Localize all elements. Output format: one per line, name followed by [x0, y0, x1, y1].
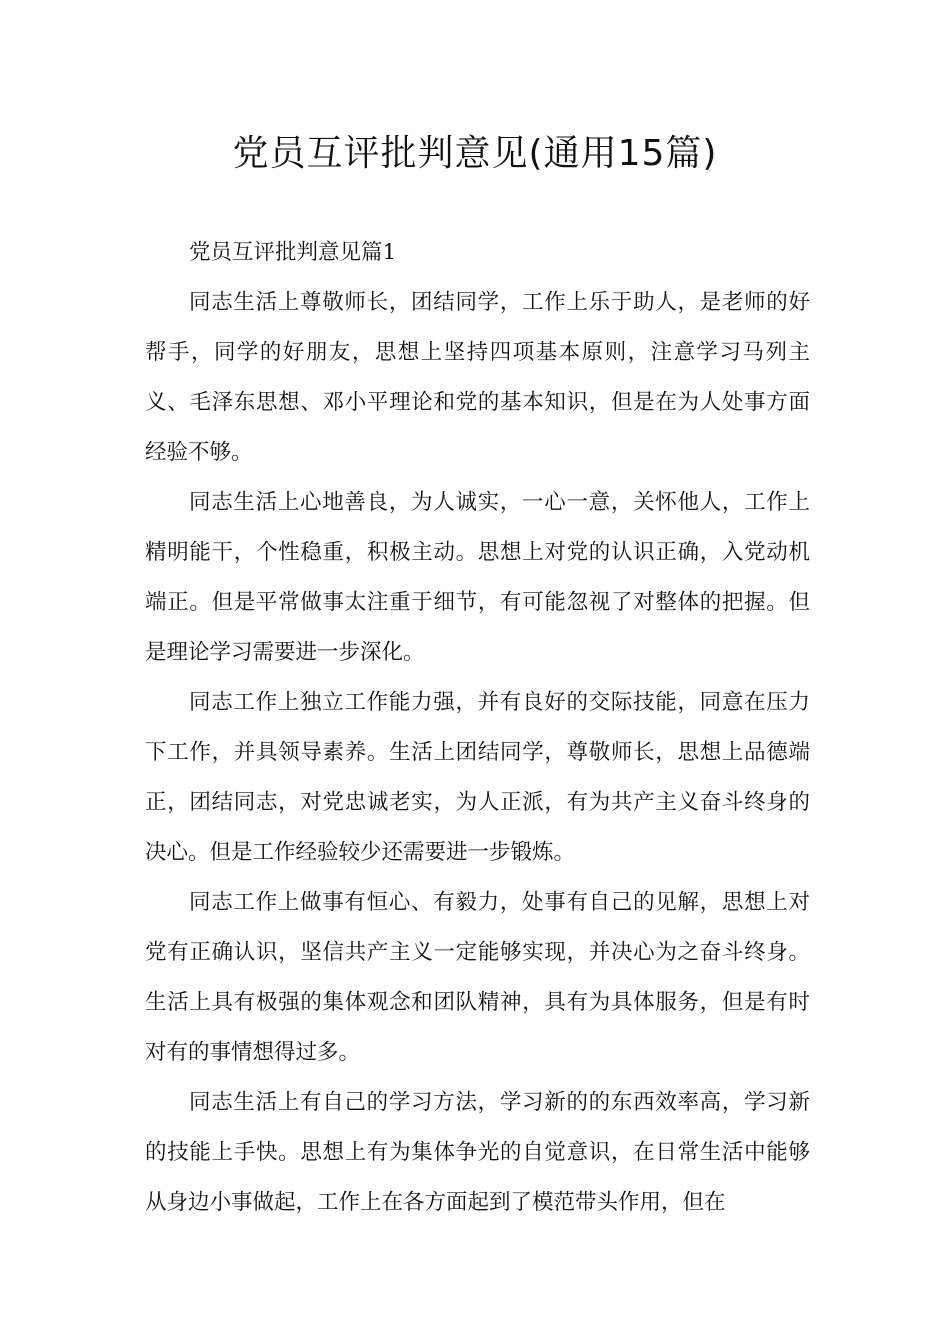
section-heading: 党员互评批判意见篇1: [189, 240, 397, 265]
paragraph-1: 同志生活上尊敬师长，团结同学，工作上乐于助人，是老师的好帮手，同学的好朋友，思想上坚持四项基本原则，注意学习马列主义、毛泽东思想、邓小平理论和党的基本知识，但是在为人处事方面经验不够。: [145, 290, 810, 465]
paragraph-2: 同志生活上心地善良，为人诚实，一心一意，关怀他人，工作上精明能干，个性稳重，积极主动。思想上对党的认识正确，入党动机端正。但是平常做事太注重于细节，有可能忽视了对整体的把握。但是理论学习需要进一步深化。: [145, 490, 810, 665]
paragraph-4: 同志工作上做事有恒心、有毅力，处事有自己的见解，思想上对党有正确认识，坚信共产主义一定能够实现，并决心为之奋斗终身。生活上具有极强的集体观念和团队精神，具有为具体服务，但是有时对有的事情想得过多。: [145, 890, 810, 1065]
document-body: [145, 228, 810, 1228]
paragraph-5: 同志生活上有自己的学习方法，学习新的的东西效率高，学习新的技能上手快。思想上有为集体争光的自觉意识，在日常生活中能够从身边小事做起，工作上在各方面起到了模范带头作用，但在: [145, 1090, 810, 1215]
document-title: 党员互评批判意见(通用15篇): [232, 133, 718, 174]
paragraph-3: 同志工作上独立工作能力强，并有良好的交际技能，同意在压力下工作，并具领导素养。生活上团结同学，尊敬师长，思想上品德端正，团结同志，对党忠诚老实，为人正派，有为共产主义奋斗终身的决心。但是工作经验较少还需要进一步锻炼。: [145, 690, 810, 865]
